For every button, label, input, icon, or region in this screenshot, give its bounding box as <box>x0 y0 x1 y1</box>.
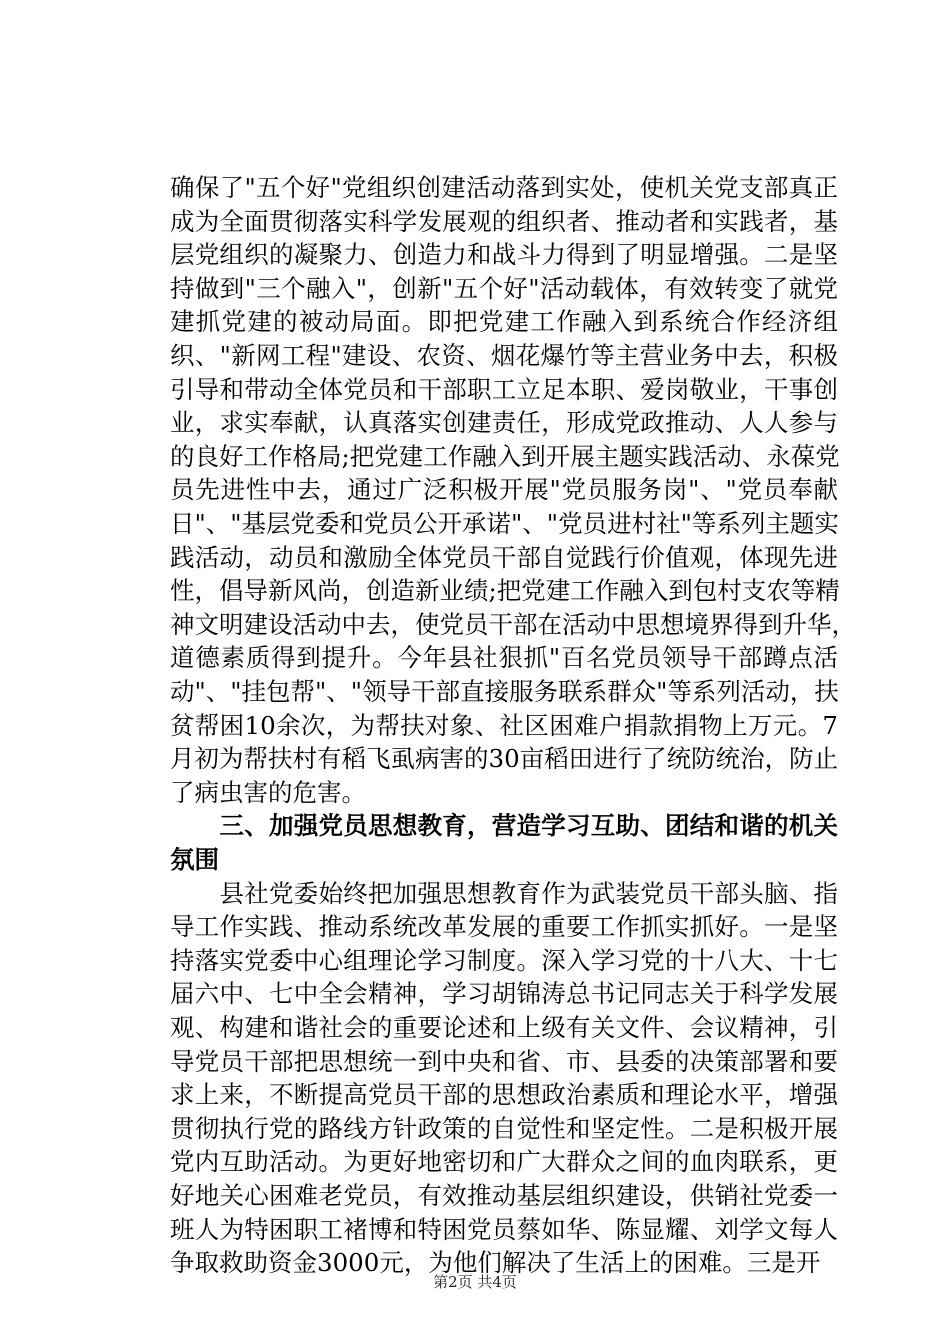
paragraph-line: 践活动，动员和激励全体党员干部自觉践行价值观，体现先进 <box>170 542 838 572</box>
paragraph-line: 织、"新网工程"建设、农资、烟花爆竹等主营业务中去，积极 <box>170 341 838 370</box>
paragraph-line: 党内互助活动。为更好地密切和广大群众之间的血肉联系，更 <box>170 1147 838 1177</box>
paragraph-line: 月初为帮扶村有稻飞虱病害的30亩稻田进行了统防统治，防止 <box>170 744 839 774</box>
paragraph-line: 届六中、七中全会精神，学习胡锦涛总书记同志关于科学发展 <box>170 979 838 1009</box>
paragraph-line: 性，倡导新风尚，创造新业绩;把党建工作融入到包村支农等精 <box>170 576 840 606</box>
paragraph-line: 导工作实践、推动系统改革发展的重要工作抓实抓好。一是坚 <box>170 912 838 942</box>
paragraph-line: 争取救助资金3000元，为他们解决了生活上的困难。三是开 <box>170 1248 821 1278</box>
paragraph-line: 班人为特困职工褚博和特困党员蔡如华、陈显耀、刘学文每人 <box>170 1214 838 1244</box>
paragraph-line: 员先进性中去，通过广泛积极开展"党员服务岗"、"党员奉献 <box>170 475 838 505</box>
paragraph-line: 持做到"三个融入"，创新"五个好"活动载体，有效转变了就党 <box>170 273 838 303</box>
paragraph-line: 观、构建和谐社会的重要论述和上级有关文件、会议精神，引 <box>170 1013 838 1042</box>
paragraph-line: 业，求实奉献，认真落实创建责任，形成党政推动、人人参与 <box>170 408 838 438</box>
paragraph-line: 日"、"基层党委和党员公开承诺"、"党员进村社"等系列主题实 <box>170 509 839 538</box>
paragraph-line: 建抓党建的被动局面。即把党建工作融入到系统合作经济组 <box>170 307 838 337</box>
paragraph-line: 贫帮困10余次，为帮扶对象、社区困难户捐款捐物上万元。7 <box>170 710 838 740</box>
paragraph-line: 县社党委始终把加强思想教育作为武装党员干部头脑、指 <box>170 878 838 908</box>
paragraph-line: 好地关心困难老党员，有效推动基层组织建设，供销社党委一 <box>170 1181 838 1210</box>
paragraph-line: 导党员干部把思想统一到中央和省、市、县委的决策部署和要 <box>170 1046 838 1076</box>
paragraph-line: 的良好工作格局;把党建工作融入到开展主题实践活动、永葆党 <box>170 441 840 471</box>
paragraph-line: 确保了"五个好"党组织创建活动落到实处，使机关党支部真正 <box>170 173 838 202</box>
paragraph-line: 引导和带动全体党员和干部职工立足本职、爱岗敬业，干事创 <box>170 374 838 404</box>
paragraph-line: 了病虫害的危害。 <box>170 777 366 807</box>
paragraph-line: 神文明建设活动中去，使党员干部在活动中思想境界得到升华， <box>170 609 856 639</box>
paragraph-line: 道德素质得到提升。今年县社狠抓"百名党员领导干部蹲点活 <box>170 643 838 673</box>
paragraph-line: 贯彻执行党的路线方针政策的自觉性和坚定性。二是积极开展 <box>170 1113 838 1143</box>
paragraph-line: 成为全面贯彻落实科学发展观的组织者、推动者和实践者，基 <box>170 206 838 236</box>
section-heading-line: 氛围 <box>170 845 219 874</box>
paragraph-line: 持落实党委中心组理论学习制度。深入学习党的十八大、十七 <box>170 945 838 975</box>
paragraph-line: 层党组织的凝聚力、创造力和战斗力得到了明显增强。二是坚 <box>170 240 838 270</box>
paragraph-line: 求上来，不断提高党员干部的思想政治素质和理论水平，增强 <box>170 1080 838 1110</box>
section-heading-line: 三、加强党员思想教育，营造学习互助、团结和谐的机关 <box>170 811 838 841</box>
page-footer: 第2页 共4页 <box>433 1273 517 1291</box>
paragraph-line: 动"、"挂包帮"、"领导干部直接服务联系群众"等系列活动，扶 <box>170 677 839 706</box>
